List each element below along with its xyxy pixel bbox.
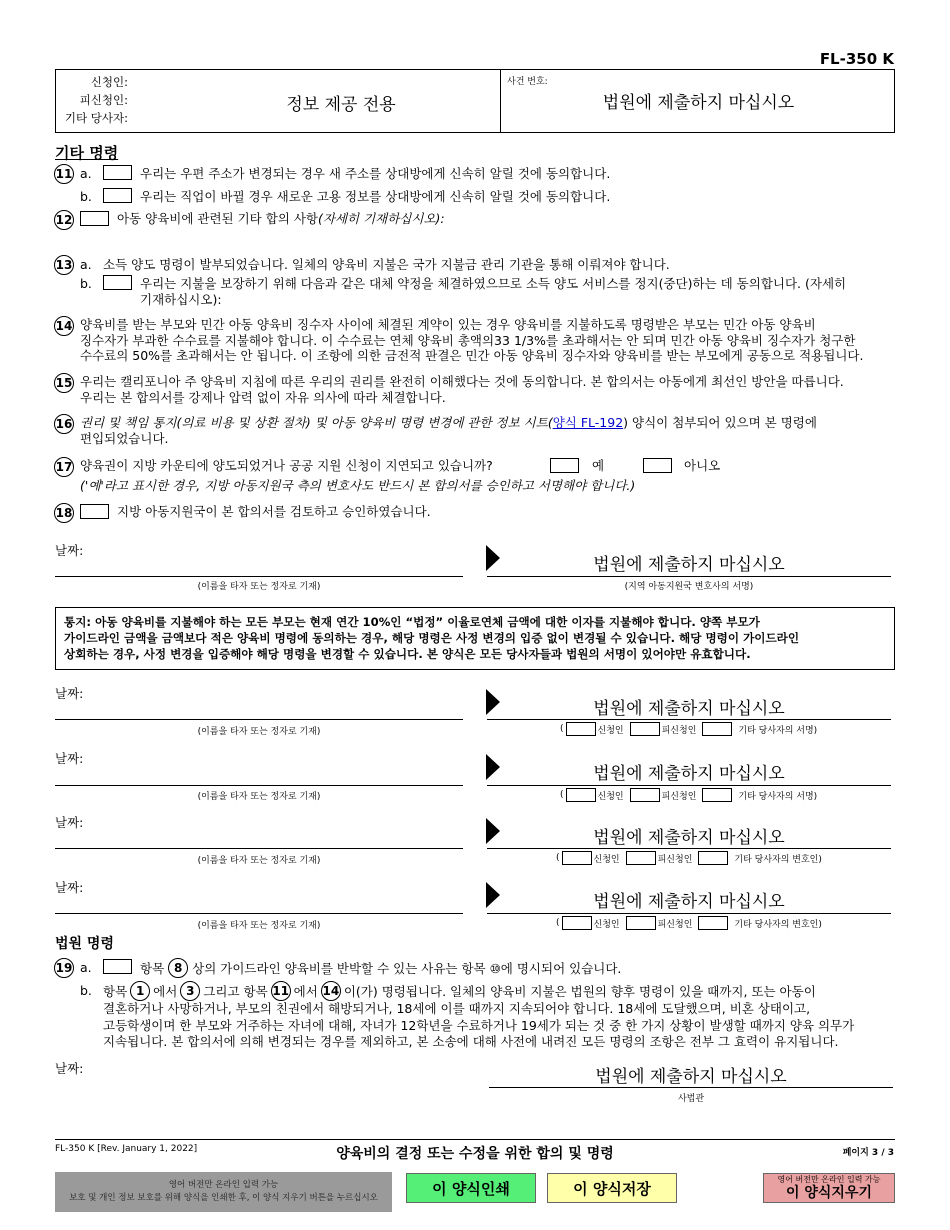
item-16-text-2: 편입되었습니다. bbox=[80, 431, 169, 446]
type-or-print-caption-5: (이름을 타자 또는 정자로 기재) bbox=[197, 921, 321, 931]
checkbox-role-other-2[interactable] bbox=[702, 722, 732, 736]
item-13b-letter: b. bbox=[80, 276, 92, 291]
item-number-12: 12 bbox=[54, 210, 74, 230]
ref-item-8: 8 bbox=[168, 958, 188, 978]
checkbox-role-respondent-4[interactable] bbox=[626, 851, 656, 865]
item-15-text-2: 우리는 본 합의서를 강제나 압력 없이 자유 의사에 따라 체결합니다. bbox=[80, 390, 446, 405]
label-petitioner: 신청인: bbox=[90, 75, 128, 89]
notice-line-2: 가이드라인 금액을 금액보다 적은 양육비 명령에 동의하는 경우, 해당 명령은 사정 변경의 입증 없이 변경될 수 있습니다. 해당 명령이 가이드라인 bbox=[64, 631, 800, 645]
item-13a-letter: a. bbox=[80, 257, 92, 272]
judge-do-not-file: 법원에 제출하지 마십시오 bbox=[595, 1067, 787, 1087]
save-form-button[interactable]: 이 양식저장 bbox=[547, 1173, 677, 1203]
date-label-1: 날짜: bbox=[55, 543, 84, 558]
footer-rule bbox=[55, 1139, 895, 1140]
item-number-11: 11 bbox=[54, 164, 74, 184]
judge-signature-line[interactable] bbox=[489, 1087, 893, 1088]
checkbox-18[interactable] bbox=[80, 504, 109, 519]
checkbox-13b[interactable] bbox=[103, 275, 132, 290]
footer-note-line-2: 보호 및 개인 정보 보호를 위해 양식을 인쇄한 후, 이 양식 지우기 버튼을 누르십시오 bbox=[69, 1193, 378, 1203]
signature-line-4[interactable] bbox=[487, 848, 891, 849]
item-number-18: 18 bbox=[54, 503, 74, 523]
ref-item-1: 1 bbox=[130, 981, 150, 1001]
item-19a-text: 항목 8 상의 가이드라인 양육비를 반박할 수 있는 사유는 항목 ⑩에 명시되어 있습니다. bbox=[140, 958, 621, 978]
notice-box bbox=[55, 607, 895, 670]
date-label-3: 날짜: bbox=[55, 751, 84, 766]
checkbox-11a[interactable] bbox=[103, 165, 132, 180]
signature-do-not-file-4: 법원에 제출하지 마십시오 bbox=[593, 828, 785, 848]
item-11a-letter: a. bbox=[80, 166, 92, 181]
item-12-text: 아동 양육비에 관련된 기타 합의 사항(자세히 기재하십시오): bbox=[117, 211, 445, 226]
checkbox-role-petitioner-4[interactable] bbox=[562, 851, 592, 865]
lcsa-attorney-caption: (지역 아동지원국 변호사의 서명) bbox=[624, 582, 754, 592]
signature-do-not-file-5: 법원에 제출하지 마십시오 bbox=[593, 892, 785, 912]
clear-form-label: 이 양식지우기 bbox=[785, 1185, 873, 1201]
form-id: FL-350 K bbox=[819, 50, 894, 68]
ref-item-3: 3 bbox=[180, 981, 200, 1001]
section-title-other-orders: 기타 명령 bbox=[55, 144, 119, 162]
checkbox-role-other-attorney-5[interactable] bbox=[698, 916, 728, 930]
item-number-19: 19 bbox=[54, 958, 74, 978]
date-label-4: 날짜: bbox=[55, 815, 84, 830]
item-13a-text: 소득 양도 명령이 발부되었습니다. 일체의 양육비 지불은 국가 지불금 관리 기관을 통해 이뤄져야 합니다. bbox=[103, 257, 670, 272]
court-date-label: 날짜: bbox=[55, 1061, 84, 1076]
item-19a-letter: a. bbox=[80, 960, 92, 975]
name-line-4[interactable] bbox=[55, 848, 463, 849]
court-order-title: 법원 명령 bbox=[55, 936, 114, 952]
name-line-5[interactable] bbox=[55, 913, 463, 914]
checkbox-role-other-3[interactable] bbox=[702, 788, 732, 802]
item-14-text-1: 양육비를 받는 부모와 민간 아동 양육비 징수자 사이에 체결된 계약이 있는 경우 양육비를 지불하도록 명령받은 부모는 민간 아동 양육비 bbox=[80, 317, 816, 332]
case-number-label: 사건 번호: bbox=[507, 77, 548, 87]
item-17-no-label: 아니오 bbox=[684, 458, 721, 473]
print-form-button[interactable]: 이 양식인쇄 bbox=[406, 1173, 536, 1203]
footer-note-line-1: 영어 버전만 온라인 입력 가능 bbox=[168, 1180, 279, 1190]
notice-line-3: 상회하는 경우, 사정 변경을 입증해야 해당 명령을 변경할 수 있습니다. 본 양식은 모든 당사자들과 법원의 서명이 있어야만 유효합니다. bbox=[64, 647, 751, 661]
item-16-text-1: 권리 및 책임 통지(의료 비용 및 상환 절차) 및 아동 양육비 명령 변경에 관한 정보 시트(양식 FL-192) 양식이 첨부되어 있으며 본 명령에 bbox=[80, 415, 817, 430]
checkbox-19a[interactable] bbox=[103, 959, 132, 974]
checkbox-role-respondent-2[interactable] bbox=[630, 722, 660, 736]
role-selector-5: ( 신청인 피신청인 기타 당사자의 변호인) bbox=[556, 918, 822, 930]
ref-item-14: 14 bbox=[321, 981, 341, 1001]
judge-caption: 사법관 bbox=[677, 1094, 705, 1104]
item-13b-text-1: 우리는 지불을 보장하기 위해 다음과 같은 대체 약정을 체결하였으므로 소득 양도 서비스를 정지(중단)하는 데 동의합니다. (자세히 bbox=[140, 276, 847, 291]
item-number-15: 15 bbox=[54, 373, 74, 393]
item-14-text-2: 징수자가 부과한 수수료를 지불해야 합니다. 이 수수료는 연체 양육비 총액의33 1/3%를 초과해서는 안 되며 민간 아동 양육비 징수자가 청구한 bbox=[80, 333, 856, 348]
checkbox-11b[interactable] bbox=[103, 188, 132, 203]
caption-box bbox=[55, 69, 895, 133]
form-fl192-link[interactable]: 양식 FL-192 bbox=[552, 415, 624, 430]
type-or-print-caption-3: (이름을 타자 또는 정자로 기재) bbox=[197, 792, 321, 802]
item-19b-text-3: 고등학생이며 한 부모와 거주하는 자녀에 대해, 자녀가 12학년을 수료하거나 19세가 되는 것 중 한 가지 상황이 발생할 때까지 양육 의무가 bbox=[103, 1018, 855, 1033]
item-15-text-1: 우리는 캘리포니아 주 양육비 지침에 따른 우리의 권리를 완전히 이해했다는 것에 동의합니다. 본 합의서는 아동에게 최선인 방안을 따릅니다. bbox=[80, 374, 844, 389]
item-19b-letter: b. bbox=[80, 983, 92, 998]
item-11b-letter: b. bbox=[80, 189, 92, 204]
item-11b-text: 우리는 직업이 바뀔 경우 새로운 고용 정보를 상대방에게 신속히 알릴 것에 동의합니다. bbox=[140, 189, 611, 204]
item-number-13: 13 bbox=[54, 255, 74, 275]
checkbox-role-other-attorney-4[interactable] bbox=[698, 851, 728, 865]
checkbox-role-respondent-5[interactable] bbox=[626, 916, 656, 930]
checkbox-17-yes[interactable] bbox=[550, 458, 579, 473]
footer-rev: FL-350 K [Rev. January 1, 2022] bbox=[55, 1144, 198, 1154]
info-only-text: 정보 제공 전용 bbox=[286, 95, 396, 115]
label-respondent: 피신청인: bbox=[79, 93, 128, 107]
checkbox-role-respondent-3[interactable] bbox=[630, 788, 660, 802]
clear-form-note: 영어 버전만 온라인 입력 가능 bbox=[777, 1175, 881, 1184]
checkbox-12[interactable] bbox=[80, 211, 109, 226]
type-or-print-caption-1: (이름을 타자 또는 정자로 기재) bbox=[197, 582, 321, 592]
footer-privacy-note bbox=[55, 1172, 392, 1212]
item-number-17: 17 bbox=[54, 457, 74, 477]
clear-form-button[interactable] bbox=[763, 1173, 895, 1203]
item-number-14: 14 bbox=[54, 316, 74, 336]
signature-line-5[interactable] bbox=[487, 913, 891, 914]
item-11a-text: 우리는 우편 주소가 변경되는 경우 새 주소를 상대방에게 신속히 알릴 것에 동의합니다. bbox=[140, 166, 611, 181]
signature-do-not-file-1: 법원에 제출하지 마십시오 bbox=[593, 555, 785, 575]
notice-line-1: 통지: 아동 양육비를 지불해야 하는 모든 부모는 현재 연간 10%인 “법정” 이율로연체 금액에 대한 이자를 지불해야 합니다. 양쪽 부모가 bbox=[64, 615, 760, 629]
item-17-text: 양육권이 지방 카운티에 양도되었거나 공공 지원 신청이 지연되고 있습니까? bbox=[80, 458, 493, 473]
type-or-print-caption-2: (이름을 타자 또는 정자로 기재) bbox=[197, 727, 321, 737]
case-number-do-not-file: 법원에 제출하지 마십시오 bbox=[602, 93, 795, 113]
footer-page: 페이지 3 / 3 bbox=[842, 1148, 894, 1158]
name-line-1[interactable] bbox=[55, 576, 463, 577]
ref-item-11: 11 bbox=[271, 981, 291, 1001]
label-other-party: 기타 당사자: bbox=[64, 111, 128, 125]
role-selector-4: ( 신청인 피신청인 기타 당사자의 변호인) bbox=[556, 853, 822, 865]
item-18-text: 지방 아동지원국이 본 합의서를 검토하고 승인하였습니다. bbox=[117, 504, 431, 519]
signature-line-3[interactable] bbox=[487, 785, 891, 786]
signature-do-not-file-3: 법원에 제출하지 마십시오 bbox=[593, 764, 785, 784]
item-number-16: 16 bbox=[54, 414, 74, 434]
name-line-3[interactable] bbox=[55, 785, 463, 786]
item-19b-text-1: 항목 1 에서 3 그리고 항목 11 에서 14 이(가) 명령됩니다. 일체의 양육비 지불은 법원의 향후 명령이 있을 때까지, 또는 아동이 bbox=[103, 981, 816, 1001]
signature-line-2[interactable] bbox=[487, 719, 891, 720]
checkbox-17-no[interactable] bbox=[643, 458, 672, 473]
item-13b-text-2: 기재하십시오): bbox=[140, 292, 222, 307]
checkbox-role-petitioner-5[interactable] bbox=[562, 916, 592, 930]
name-line-2[interactable] bbox=[55, 719, 463, 720]
item-17-yes-label: 예 bbox=[592, 458, 605, 473]
date-label-2: 날짜: bbox=[55, 686, 84, 701]
item-19b-text-4: 지속됩니다. 본 합의서에 의해 변경되는 경우를 제외하고, 본 소송에 대해 사전에 내려진 모든 명령의 조항은 전부 그 효력이 유지됩니다. bbox=[103, 1034, 839, 1049]
signature-do-not-file-2: 법원에 제출하지 마십시오 bbox=[593, 699, 785, 719]
role-selector-2: ( 신청인 피신청인 기타 당사자의 서명) bbox=[560, 724, 818, 736]
checkbox-role-petitioner-2[interactable] bbox=[566, 722, 596, 736]
date-label-5: 날짜: bbox=[55, 880, 84, 895]
item-17-note: ('예'라고 표시한 경우, 지방 아동지원국 측의 변호사도 반드시 본 합의서를 승인하고 서명해야 합니다.) bbox=[80, 478, 636, 493]
role-selector-3: ( 신청인 피신청인 기타 당사자의 서명) bbox=[560, 790, 818, 802]
item-14-text-3: 수수료의 50%를 초과해서는 안 됩니다. 이 조항에 의한 금전적 판결은 민간 아동 양육비 징수자와 양육비를 받는 부모에게 공동으로 적용됩니다. bbox=[80, 348, 864, 363]
item-19b-text-2: 결혼하거나 사망하거나, 부모의 친권에서 해방되거나, 18세에 이를 때까지 지속되어야 합니다. 18세에 도달했으며, 비혼 상태이고, bbox=[103, 1001, 811, 1016]
checkbox-role-petitioner-3[interactable] bbox=[566, 788, 596, 802]
signature-line-1[interactable] bbox=[487, 576, 891, 577]
type-or-print-caption-4: (이름을 타자 또는 정자로 기재) bbox=[197, 856, 321, 866]
footer-title: 양육비의 결정 또는 수정을 위한 합의 및 명령 bbox=[336, 1146, 614, 1162]
